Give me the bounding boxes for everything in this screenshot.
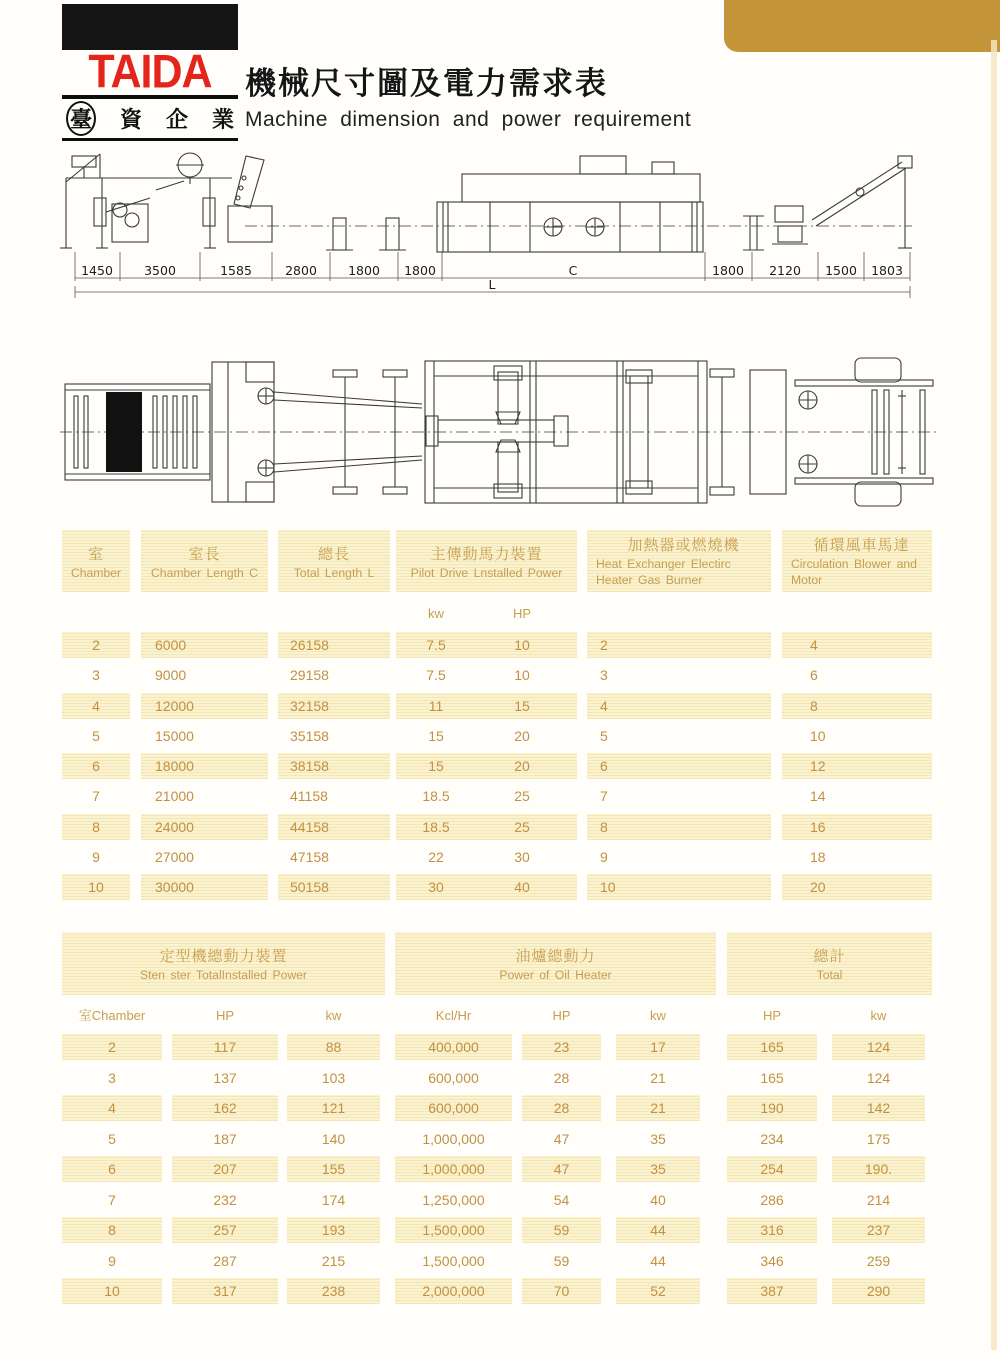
power-table — [62, 932, 932, 1322]
chamber-cell: 10 — [62, 1278, 162, 1304]
chamber-cell: 5 — [108, 1130, 116, 1147]
total-kw-cell: 190. — [832, 1156, 925, 1182]
header-zh: 加熱器或燃燒機 — [627, 537, 740, 555]
table2-row — [62, 1093, 932, 1124]
pilot-hp-value: 25 — [514, 788, 530, 805]
page-title-en: Machine dimension and power requirement — [245, 108, 692, 131]
side-view-drawing — [60, 148, 940, 300]
table2-row — [62, 1154, 932, 1185]
stenter-kw-cell: 88 — [287, 1034, 380, 1060]
pilot-hp-value: 40 — [514, 879, 530, 896]
total-kw-cell: 142 — [832, 1095, 925, 1121]
pilot-hp-value: 15 — [514, 697, 530, 714]
heater-count-cell: 4 — [587, 693, 771, 719]
dim-label: 1450 — [81, 263, 113, 278]
stenter-hp-cell: 207 — [172, 1156, 278, 1182]
pilot-hp-value: 10 — [514, 637, 530, 653]
chamber-cell: 9 — [108, 1252, 116, 1269]
col-header-pilot-drive — [396, 530, 577, 592]
dim-label: 1803 — [871, 263, 903, 278]
total-hp-cell: 286 — [760, 1191, 784, 1208]
pilot-kw-value: 15 — [428, 758, 444, 775]
header-zh: 總計 — [813, 948, 846, 965]
table2-row — [62, 1063, 932, 1094]
page-title-block — [245, 58, 865, 132]
gold-corner-tab — [724, 0, 1000, 52]
oil-kclhr-cell: 1,500,000 — [395, 1217, 512, 1243]
stenter-hp-cell: 317 — [172, 1278, 278, 1304]
logo-subtitle-char: 臺 — [66, 101, 96, 136]
heater-count-cell: 6 — [587, 753, 771, 779]
chamber-cell: 2 — [62, 632, 130, 658]
total-length-cell: 32158 — [278, 693, 390, 719]
pilot-hp-value: 25 — [514, 818, 530, 835]
dim-label: 2800 — [285, 263, 317, 278]
pilot-kw-value: 15 — [428, 727, 444, 744]
header-zh: 室長 — [188, 545, 221, 563]
pilot-drive-cell — [396, 874, 577, 900]
chamber-cell: 6 — [62, 753, 130, 779]
total-kw-cell: 124 — [832, 1034, 925, 1060]
pilot-drive-cell — [396, 753, 577, 779]
oil-kw-cell: 40 — [650, 1191, 666, 1208]
oil-kw-cell: 35 — [650, 1130, 666, 1147]
pilot-drive-cell — [396, 662, 577, 688]
stenter-kw-cell: 140 — [321, 1130, 346, 1147]
subheader-hp: HP — [215, 1008, 235, 1023]
chamber-length-cell: 12000 — [141, 693, 268, 719]
pilot-drive-cell — [396, 632, 577, 658]
total-length-cell: 26158 — [278, 632, 390, 658]
top-view-svg — [60, 356, 940, 508]
chamber-cell: 4 — [62, 1095, 162, 1121]
oil-hp-cell: 54 — [553, 1191, 570, 1208]
table2-row — [62, 1276, 932, 1307]
total-length-cell: 44158 — [278, 814, 390, 840]
total-length-cell: 50158 — [278, 874, 390, 900]
blower-count-cell: 10 — [810, 727, 826, 744]
pilot-kw-value: 7.5 — [426, 667, 446, 684]
header-en: Power of Oil Heater — [499, 968, 612, 982]
pilot-hp-value: 20 — [514, 758, 530, 775]
table1-row — [62, 630, 932, 660]
subheader-kw: kw — [650, 1008, 666, 1023]
table1-rows — [62, 630, 932, 903]
chamber-length-cell: 9000 — [155, 667, 187, 684]
blower-count-cell: 4 — [782, 632, 932, 658]
oil-kw-cell: 21 — [650, 1069, 666, 1086]
oil-hp-cell: 28 — [553, 1069, 570, 1086]
subheader-chamber: 室Chamber — [78, 1008, 146, 1023]
total-kw-cell: 237 — [832, 1217, 925, 1243]
table1-row — [62, 781, 932, 811]
chamber-cell: 2 — [62, 1034, 162, 1060]
dimension-table — [62, 530, 932, 910]
chamber-length-cell: 6000 — [141, 632, 268, 658]
col-header-total-length — [278, 530, 390, 592]
stenter-kw-cell: 174 — [321, 1191, 346, 1208]
total-hp-cell: 234 — [760, 1130, 784, 1147]
pilot-kw-value: 30 — [428, 879, 444, 896]
total-kw-cell: 290 — [832, 1278, 925, 1304]
stenter-kw-cell: 193 — [287, 1217, 380, 1243]
table1-row — [62, 660, 932, 690]
top-view-drawing — [60, 356, 940, 508]
header-en: Total Length L — [293, 565, 375, 580]
oil-kw-cell: 44 — [650, 1252, 666, 1269]
col-header-blower — [782, 530, 932, 592]
oil-kclhr-cell: 600,000 — [428, 1069, 479, 1086]
pilot-kw-value: 7.5 — [426, 637, 446, 653]
oil-hp-cell: 23 — [522, 1034, 601, 1060]
pilot-hp-value: 10 — [514, 667, 530, 684]
stenter-hp-cell: 162 — [172, 1095, 278, 1121]
total-kw-cell: 124 — [866, 1069, 891, 1086]
oil-kw-cell: 44 — [616, 1217, 700, 1243]
table1-row — [62, 842, 932, 872]
chamber-length-cell: 24000 — [141, 814, 268, 840]
header-en: Sten ster TotalInstalled Power — [139, 968, 307, 982]
oil-kclhr-cell: 1,500,000 — [422, 1252, 485, 1269]
header-zh: 定型機總動力裝置 — [159, 948, 288, 965]
heater-count-cell: 3 — [600, 667, 608, 684]
oil-hp-cell: 70 — [522, 1278, 601, 1304]
subheader-kcl-hr: Kcl/Hr — [435, 1008, 472, 1023]
dim-label: 1585 — [220, 263, 252, 278]
blower-count-cell: 16 — [782, 814, 932, 840]
table2-row — [62, 1185, 932, 1216]
group-header-stenter — [62, 932, 385, 995]
total-kw-cell: 259 — [866, 1252, 891, 1269]
side-view-svg — [60, 148, 940, 300]
dim-label: 1800 — [348, 263, 380, 278]
subheader-hp: HP — [762, 1008, 782, 1023]
stenter-kw-cell: 155 — [287, 1156, 380, 1182]
total-hp-cell: 316 — [727, 1217, 817, 1243]
oil-hp-cell: 47 — [522, 1156, 601, 1182]
total-length-cell: 47158 — [290, 849, 329, 866]
logo-subtitle — [62, 95, 238, 141]
logo-subtitle-char: 資 — [119, 107, 142, 132]
col-header-chamber-length — [141, 530, 268, 592]
oil-kclhr-cell: 400,000 — [395, 1034, 512, 1060]
heater-count-cell: 10 — [587, 874, 771, 900]
total-kw-cell: 175 — [866, 1130, 891, 1147]
blower-count-cell: 6 — [810, 667, 818, 684]
blower-count-cell: 8 — [782, 693, 932, 719]
logo-subtitle-char: 業 — [211, 107, 234, 132]
heater-count-cell: 8 — [587, 814, 771, 840]
total-hp-cell: 165 — [760, 1069, 784, 1086]
total-kw-cell: 214 — [866, 1191, 891, 1208]
blower-count-cell: 14 — [810, 788, 826, 805]
header-en: Heat Exchanger Electirc Heater Gas Burner — [596, 557, 731, 587]
chamber-cell: 8 — [62, 1217, 162, 1243]
pilot-kw-value: 18.5 — [422, 818, 450, 835]
header-zh: 循環風車馬達 — [813, 537, 910, 555]
table1-row — [62, 691, 932, 721]
stenter-hp-cell: 232 — [213, 1191, 237, 1208]
header-en: Pilot Drive Lnstalled Power — [410, 565, 563, 580]
subheader-hp: HP — [512, 606, 532, 621]
total-hp-cell: 165 — [727, 1034, 817, 1060]
subheader-kw: kw — [428, 606, 444, 621]
table1-row — [62, 812, 932, 842]
group-header-oil-heater — [395, 932, 716, 995]
chamber-cell: 9 — [92, 849, 100, 866]
pilot-hp-value: 30 — [514, 849, 530, 866]
oil-kclhr-cell: 600,000 — [395, 1095, 512, 1121]
header-en: Chamber — [70, 565, 122, 580]
pilot-kw-value: 18.5 — [422, 788, 450, 805]
blower-count-cell: 12 — [782, 753, 932, 779]
header-zh: 總長 — [317, 545, 350, 563]
chamber-length-cell: 15000 — [155, 727, 194, 744]
header-en: Chamber Length C — [151, 565, 258, 580]
chamber-length-cell: 30000 — [141, 874, 268, 900]
table1-row — [62, 721, 932, 751]
table2-row — [62, 1124, 932, 1155]
blower-count-cell: 20 — [782, 874, 932, 900]
chamber-length-cell: 21000 — [155, 788, 194, 805]
blower-count-cell: 18 — [810, 849, 826, 866]
col-header-chamber — [62, 530, 130, 592]
dim-label: 2120 — [769, 263, 801, 278]
pilot-drive-cell — [396, 814, 577, 840]
total-hp-cell: 387 — [727, 1278, 817, 1304]
oil-kclhr-cell: 1,000,000 — [422, 1130, 485, 1147]
subheader-kw: kw — [870, 1008, 887, 1023]
total-hp-cell: 190 — [727, 1095, 817, 1121]
group-header-total — [727, 932, 932, 995]
pilot-drive-cell — [396, 693, 577, 719]
stenter-kw-cell: 103 — [321, 1069, 346, 1086]
chamber-cell: 8 — [62, 814, 130, 840]
table2-row — [62, 1032, 932, 1063]
subheader-kw: kw — [325, 1008, 342, 1023]
stenter-kw-cell: 215 — [321, 1252, 346, 1269]
oil-hp-cell: 59 — [553, 1252, 570, 1269]
chamber-cell: 5 — [92, 727, 100, 744]
pilot-drive-cell — [396, 723, 577, 749]
heater-count-cell: 2 — [587, 632, 771, 658]
oil-kclhr-cell: 1,250,000 — [422, 1191, 485, 1208]
header-en: Total — [816, 968, 843, 982]
chamber-cell: 6 — [62, 1156, 162, 1182]
heater-count-cell: 5 — [600, 727, 608, 744]
stenter-hp-cell: 257 — [172, 1217, 278, 1243]
pilot-kw-value: 11 — [428, 697, 444, 714]
stenter-hp-cell: 187 — [213, 1130, 237, 1147]
oil-kclhr-cell: 2,000,000 — [395, 1278, 512, 1304]
pilot-drive-cell — [396, 844, 577, 870]
page-edge-strip — [991, 40, 997, 1350]
table2-row — [62, 1215, 932, 1246]
header-zh: 室 — [87, 545, 104, 563]
header-zh: 油爐總動力 — [515, 948, 596, 965]
oil-hp-cell: 28 — [522, 1095, 601, 1121]
total-length-cell: 38158 — [278, 753, 390, 779]
stenter-kw-cell: 121 — [287, 1095, 380, 1121]
taida-logo — [62, 4, 238, 141]
pilot-drive-cell — [396, 783, 577, 809]
chamber-length-cell: 18000 — [141, 753, 268, 779]
oil-kw-cell: 17 — [616, 1034, 700, 1060]
header-zh: 主傳動馬力裝置 — [430, 545, 543, 563]
oil-kw-cell: 21 — [616, 1095, 700, 1121]
chamber-cell: 4 — [62, 693, 130, 719]
stenter-hp-cell: 117 — [172, 1034, 278, 1060]
stenter-hp-cell: 287 — [213, 1252, 237, 1269]
total-length-cell: 35158 — [290, 727, 329, 744]
chamber-cell: 3 — [92, 667, 100, 684]
table1-row — [62, 872, 932, 902]
logo-subtitle-char: 企 — [165, 107, 188, 132]
oil-hp-cell: 59 — [522, 1217, 601, 1243]
page-title-zh: 機械尺寸圖及電力需求表 — [245, 66, 608, 101]
dim-label: C — [568, 263, 578, 278]
stenter-hp-cell: 137 — [213, 1069, 237, 1086]
table2-rows — [62, 1032, 932, 1307]
heater-count-cell: 7 — [600, 788, 608, 805]
dim-label: 1800 — [404, 263, 436, 278]
subheader-hp: HP — [552, 1008, 571, 1023]
header-en: Circulation Blower and Motor — [791, 557, 917, 587]
col-header-heater — [587, 530, 771, 592]
logo-black-square — [62, 4, 238, 50]
table2-row — [62, 1246, 932, 1277]
dim-label: 1800 — [712, 263, 744, 278]
total-hp-cell: 346 — [760, 1252, 784, 1269]
pilot-hp-value: 20 — [514, 727, 530, 744]
total-length-cell: 29158 — [290, 667, 329, 684]
dim-label: 1500 — [825, 263, 857, 278]
table1-row — [62, 751, 932, 781]
chamber-length-cell: 27000 — [155, 849, 194, 866]
oil-kw-cell: 52 — [616, 1278, 700, 1304]
total-length-cell: 41158 — [290, 788, 328, 805]
chamber-cell: 10 — [62, 874, 130, 900]
chamber-cell: 3 — [108, 1069, 116, 1086]
total-hp-cell: 254 — [727, 1156, 817, 1182]
oil-kclhr-cell: 1,000,000 — [395, 1156, 512, 1182]
stenter-kw-cell: 238 — [287, 1278, 380, 1304]
oil-kw-cell: 35 — [616, 1156, 700, 1182]
heater-count-cell: 9 — [600, 849, 608, 866]
logo-brand-text: TAIDA — [88, 45, 212, 99]
pilot-kw-value: 22 — [428, 849, 444, 866]
oil-hp-cell: 47 — [553, 1130, 570, 1147]
dim-label: 3500 — [144, 263, 176, 278]
chamber-cell: 7 — [92, 788, 100, 805]
overall-length-label: L — [488, 277, 496, 292]
chamber-cell: 7 — [108, 1191, 116, 1208]
